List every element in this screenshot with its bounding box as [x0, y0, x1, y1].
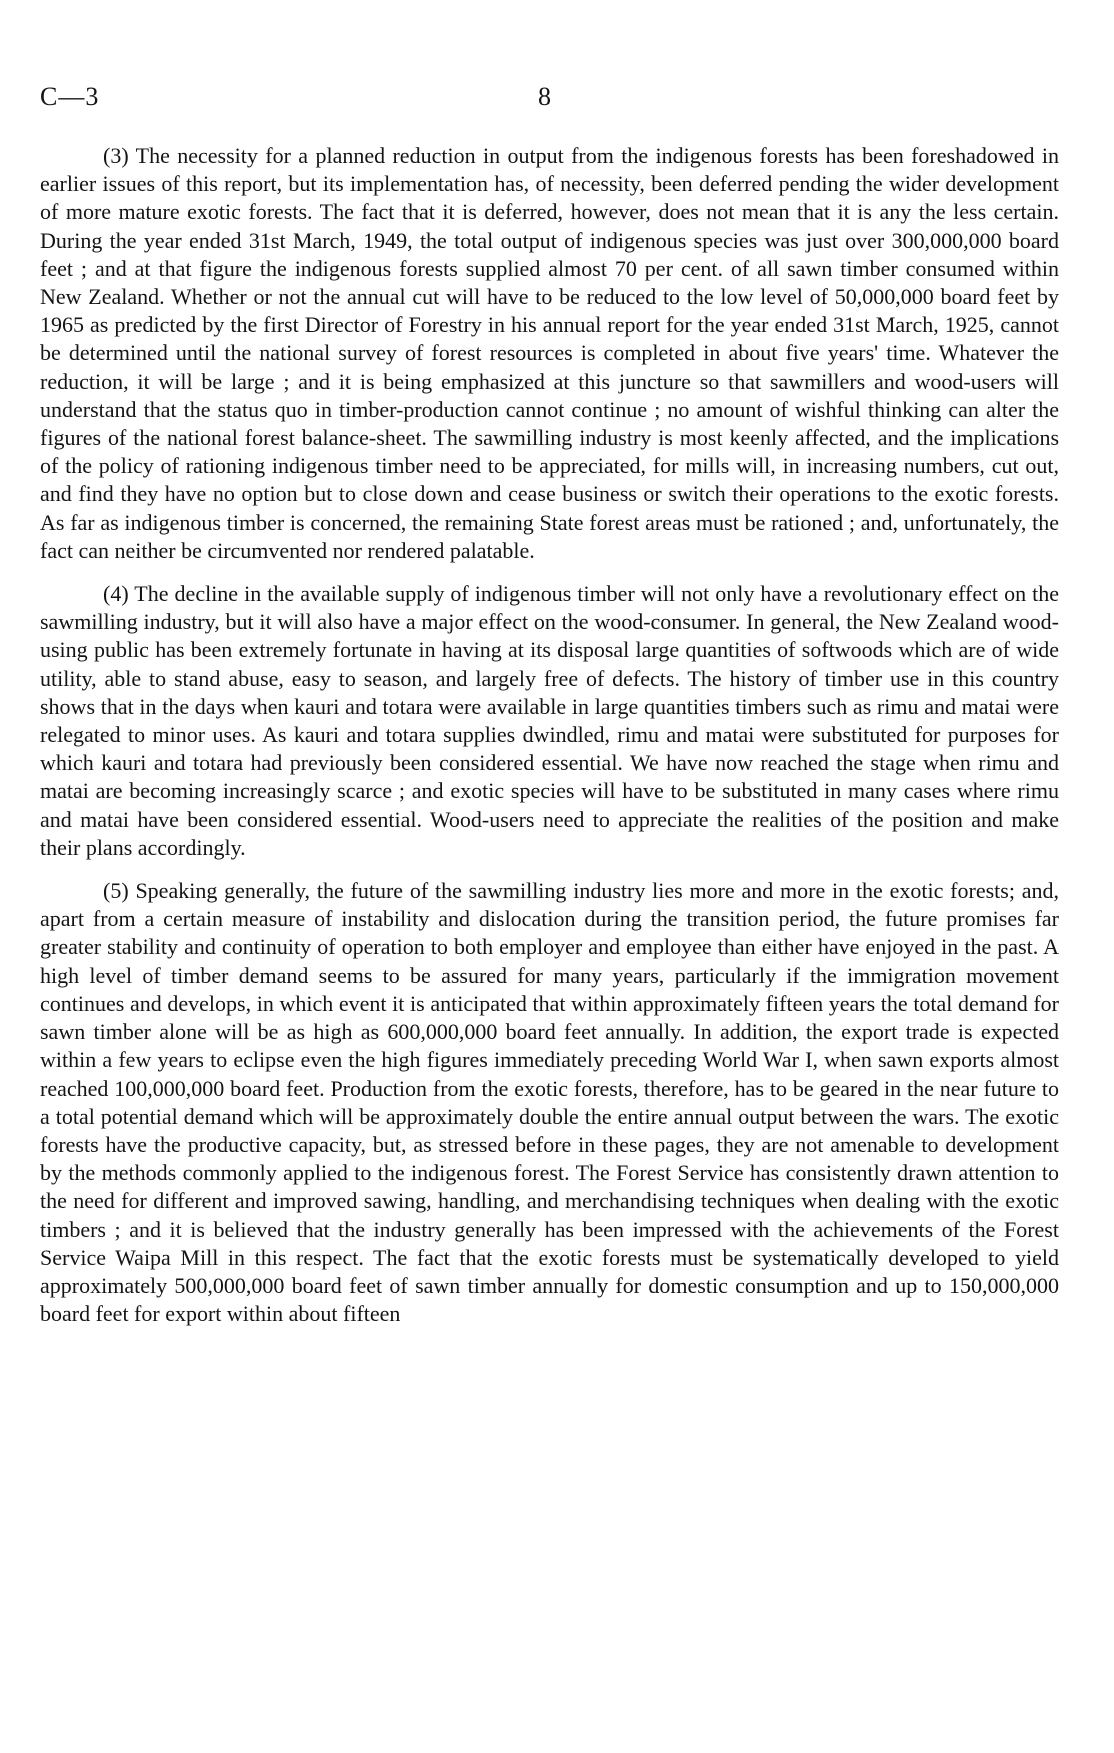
body-text — [40, 142, 1059, 1343]
paragraph-3-text: (3) The necessity for a planned reduction in output from the indigenous forests has been foreshadowed in earlier issues of this report, but its implementation has, of necessity, been deferred pending the wider development of more mature exotic forests. The fact that it is deferred, however, does not mean that it is any the less certain. During the year ended 31st March, 1949, the total output of indigenous species was just over 300,000,000 board feet ; and at that figure the indigenous forests supplied almost 70 per cent. of all sawn timber consumed within New Zealand. Whether or not the annual cut will have to be reduced to the low level of 50,000,000 board feet by 1965 as predicted by the first Director of Forestry in his annual report for the year ended 31st March, 1925, cannot be determined until the national survey of forest resources is completed in about five years' time. Whatever the reduction, it will be large ; and it is being emphasized at this juncture so that sawmillers and wood-users will understand that the status quo in timber-production cannot continue ; no amount of wishful thinking can alter the figures of the national forest balance-sheet. The sawmilling industry is most keenly affected, and the implications of the policy of rationing indigenous timber need to be appreciated, for mills will, in increasing numbers, cut out, and find they have no option but to close down and cease business or switch their operations to the exotic forests. As far as indigenous timber is concerned, the remaining State forest areas must be rationed ; and, unfortunately, the fact can neither be circumvented nor rendered palatable. — [40, 143, 1059, 563]
paragraph-4-text: (4) The decline in the available supply of indigenous timber will not only have a revolutionary effect on the sawmilling industry, but it will also have a major effect on the wood-consumer. In general, the New Zealand wood-using public has been extremely fortunate in having at its disposal large quantities of softwoods which are of wide utility, able to stand abuse, easy to season, and largely free of defects. The history of timber use in this country shows that in the days when kauri and totara were available in large quantities timbers such as rimu and matai were relegated to minor uses. As kauri and totara supplies dwindled, rimu and matai were substituted for purposes for which kauri and totara had previously been considered essential. We have now reached the stage when rimu and matai are becoming increasingly scarce ; and exotic species will have to be substituted in many cases where rimu and matai have been considered essential. Wood-users need to appreciate the realities of the position and make their plans accordingly. — [40, 581, 1059, 860]
paragraph-5-text: (5) Speaking generally, the future of the sawmilling industry lies more and more in the exotic forests; and, apart from a certain measure of instability and dislocation during the transition period, the future promises far greater stability and continuity of operation to both employer and employee than either have enjoyed in the past. A high level of timber demand seems to be assured for many years, particularly if the immigration movement continues and develops, in which event it is anticipated that within approximately fifteen years the total demand for sawn timber alone will be as high as 600,000,000 board feet annually. In addition, the export trade is expected within a few years to eclipse even the high figures immediately preceding World War I, when sawn exports almost reached 100,000,000 board feet. Production from the exotic forests, therefore, has to be geared in the near future to a total potential demand which will be approximately double the entire annual output between the wars. The exotic forests have the productive capacity, but, as stressed before in these pages, they are not amenable to development by the methods commonly applied to the indigenous forest. The Forest Service has consistently drawn attention to the need for different and improved sawing, handling, and merchandising techniques when dealing with the exotic timbers ; and it is believed that the industry generally has been impressed with the achievements of the Forest Service Waipa Mill in this respect. The fact that the exotic forests must be systematically developed to yield approximately 500,000,000 board feet of sawn timber annually for domestic consumption and up to 150,000,000 board feet for export within about fifteen — [40, 878, 1059, 1327]
paragraph-3 — [40, 142, 1059, 565]
document-reference: C—3 — [40, 82, 100, 111]
paragraph-5 — [40, 877, 1059, 1328]
paragraph-4 — [40, 580, 1059, 862]
page-number: 8 — [538, 82, 551, 111]
